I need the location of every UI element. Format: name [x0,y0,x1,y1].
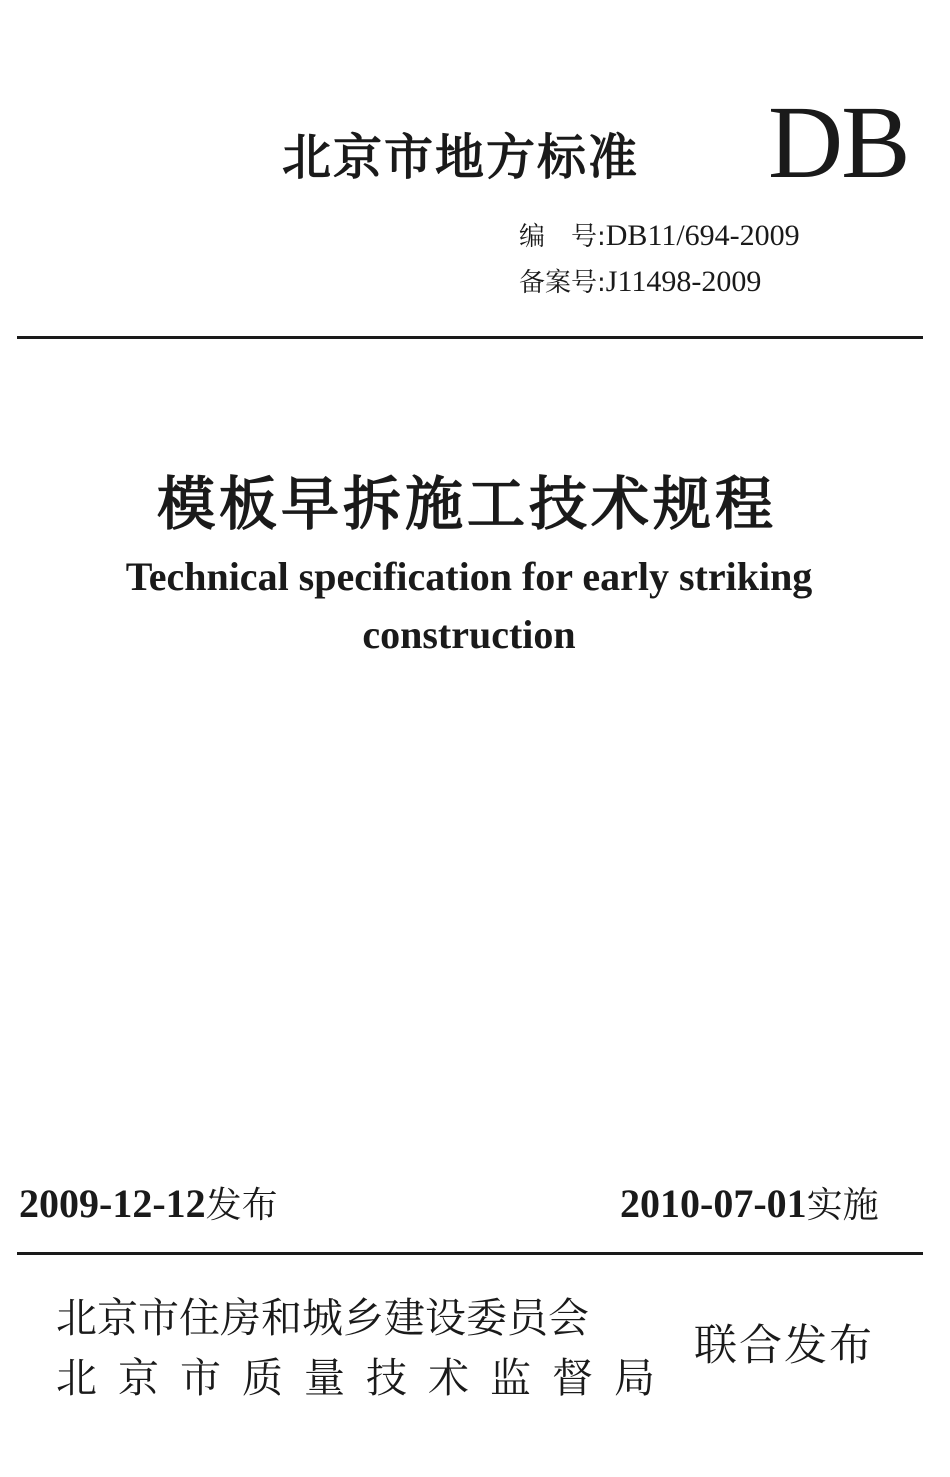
effective-date [620,1178,879,1232]
effective-date-value: 2010-07-01 [620,1181,807,1226]
standard-number-label: 编 号: [519,222,606,252]
standard-number [519,218,800,255]
publish-date-label: 发布 [205,1185,278,1226]
title-english-line-2: construction [362,612,576,657]
record-number [519,264,761,301]
standard-number-value: DB11/694-2009 [605,219,800,252]
publish-date-value: 2009-12-12 [19,1181,206,1226]
joint-release-label: 联合发布 [694,1321,874,1371]
record-number-value: J11498-2009 [605,265,762,298]
record-number-label: 备案号: [519,268,606,298]
bottom-divider [17,1252,923,1255]
standard-type: 北京市地方标准 [282,129,640,186]
title-chinese: 模板早拆施工技术规程 [156,470,777,538]
effective-date-label: 实施 [806,1185,879,1226]
issuer-quality-bureau: 北京市质量技术监督局 [56,1354,676,1402]
title-english-line-1: Technical specification for early striking [125,554,813,599]
issuer-housing-commission: 北京市住房和城乡建设委员会 [56,1294,589,1342]
db-logo: DB [768,85,909,200]
publish-date [19,1178,278,1232]
top-divider [17,336,923,339]
